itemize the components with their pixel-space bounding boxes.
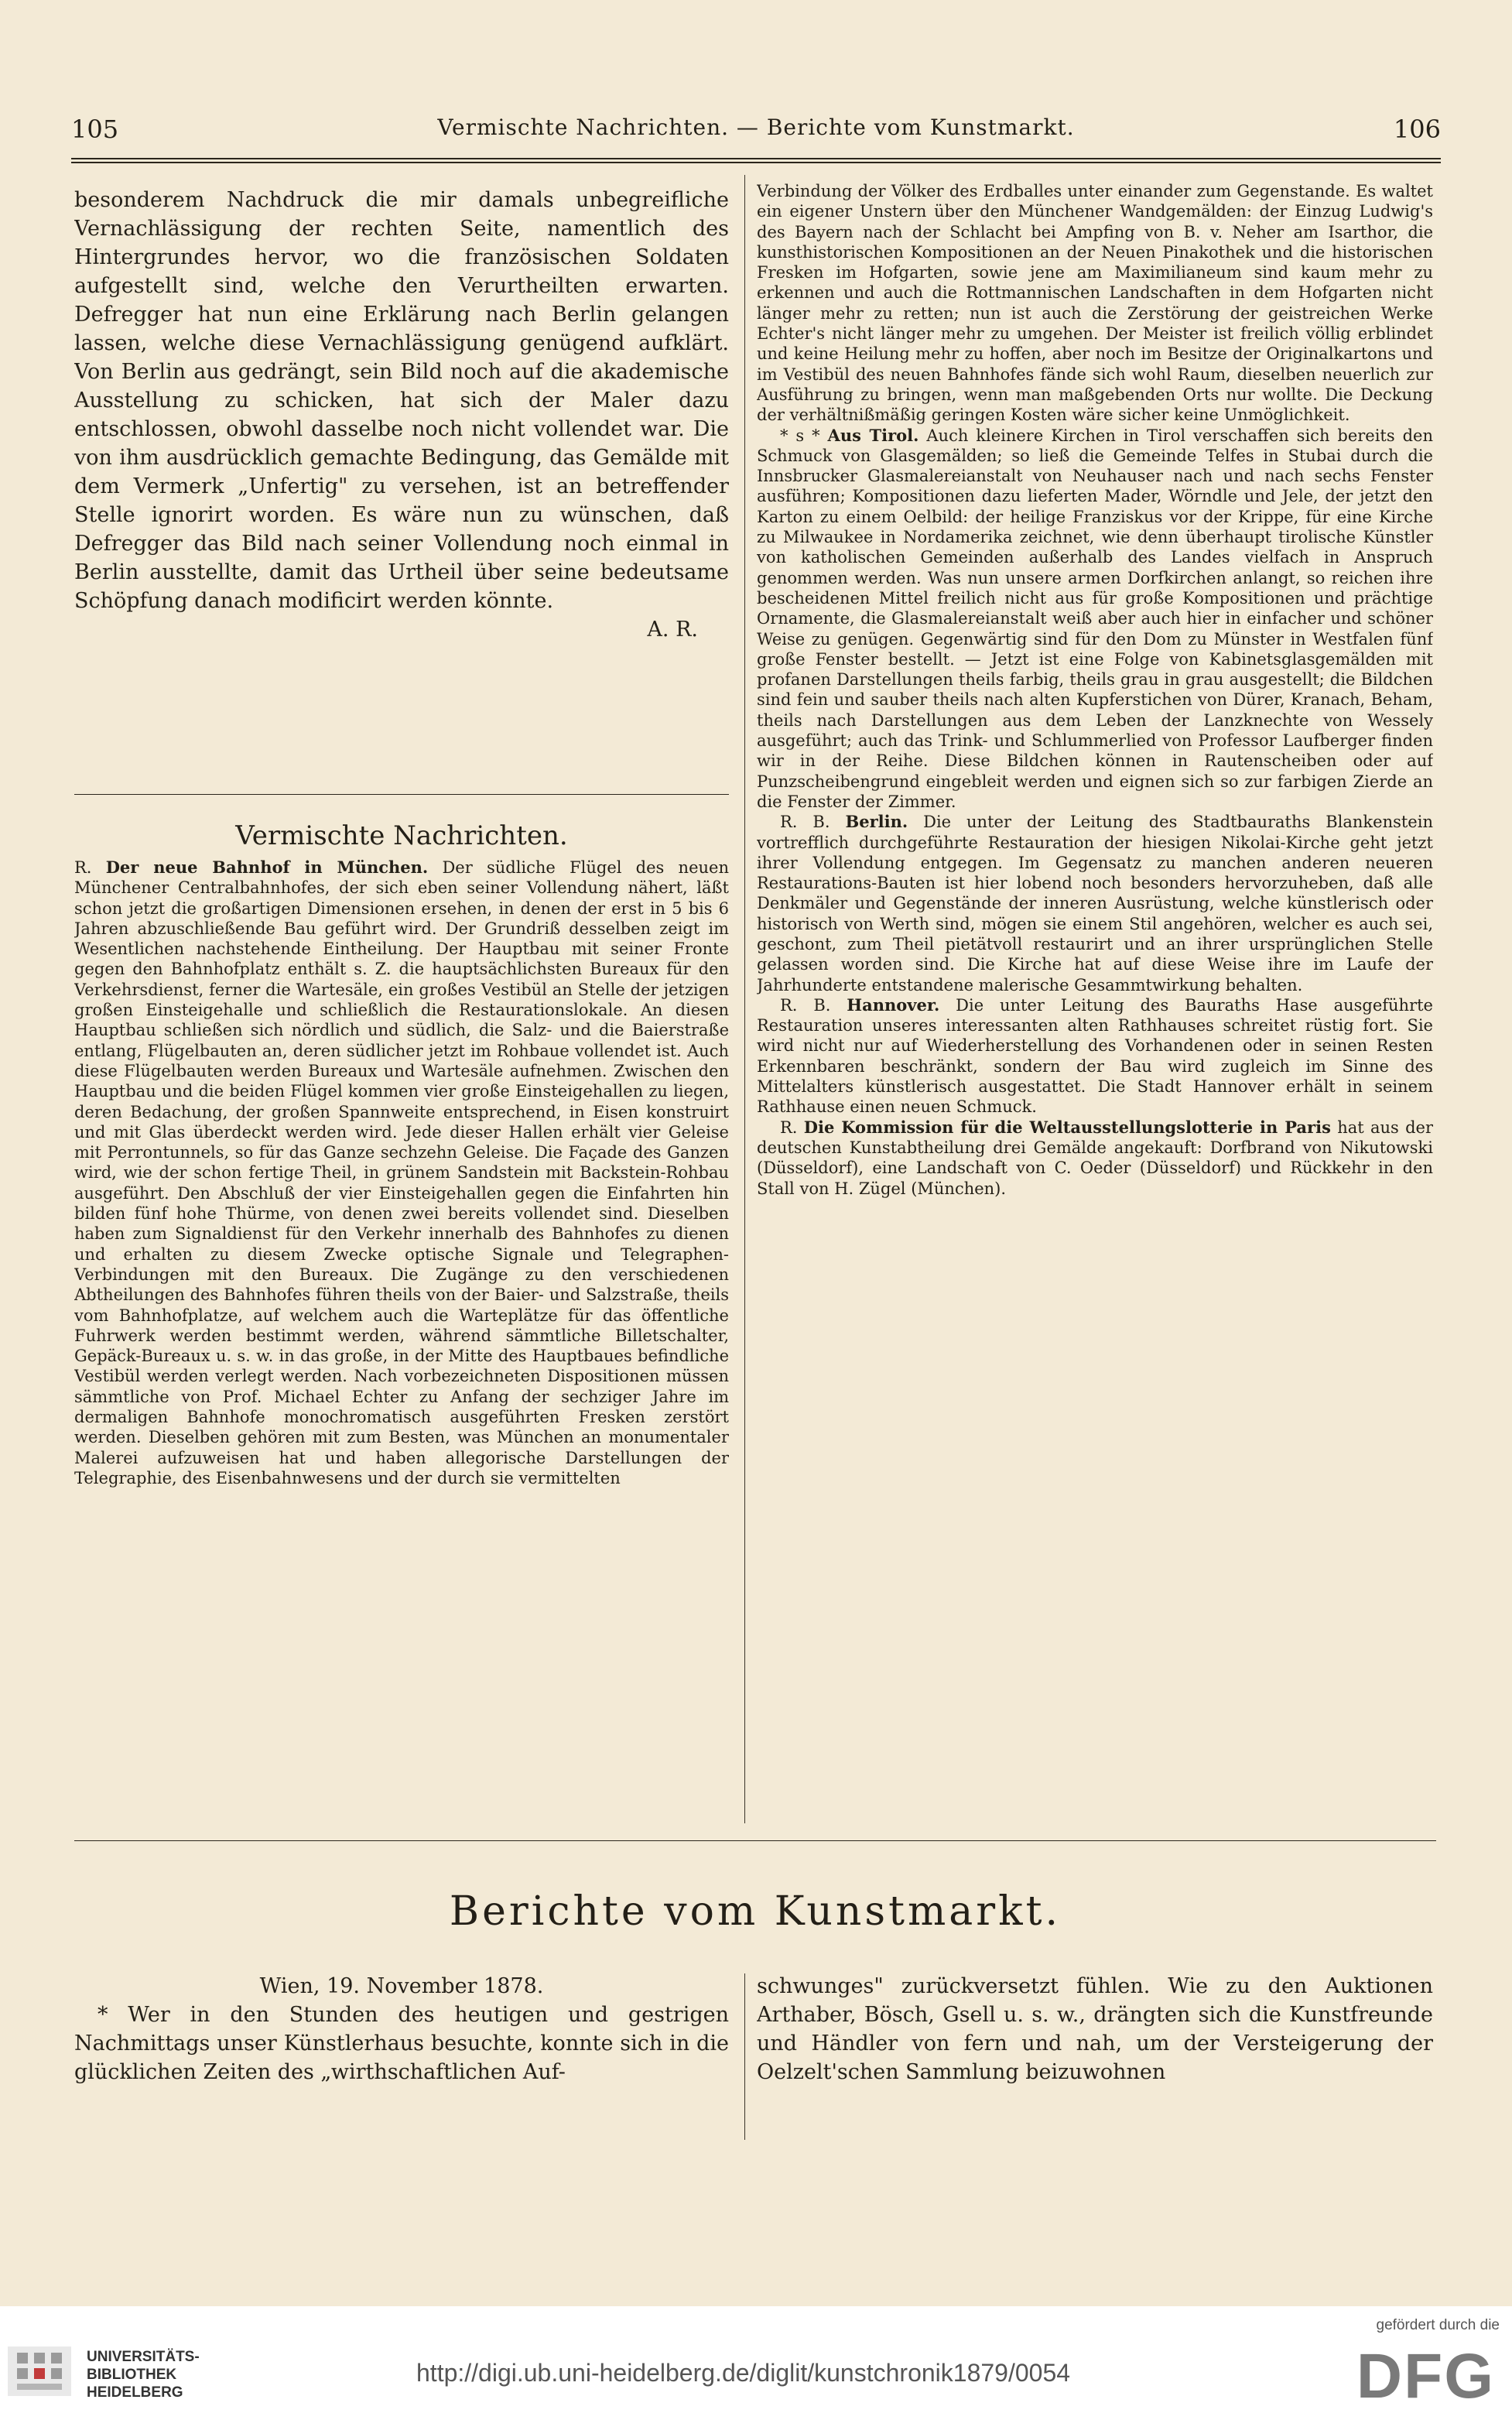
- author-signature: A. R.: [647, 618, 698, 642]
- dateline: Wien, 19. November 1878.: [259, 1974, 544, 1998]
- right-page-number: 106: [1393, 115, 1441, 144]
- item-text: Auch kleinere Kirchen in Tirol verschaffen sich bereits den Schmuck von Glasgemälden; so ließ die Gemeinde Telfes in Stubai durch die Innsbrucker Glasmalereianstalt von Neuhauser nach und nach sechs Fenster ausführen; Kompositionen dazu lieferten Mader, Wörndle und Jele, der jetzt den Karton zu einem Oelbild: der heilige Franziskus vor der Krippe, für eine Kirche zu Milwaukee in Nordamerika zeichnet, wie denn überhaupt tirolische Künstler von katholischen Gemeinden außerhalb des Landes vielfach in Anspruch genommen werden. Was nun unsere armen Dorfkirchen anlangt, so reichen ihre bescheidenen Mittel freilich nicht aus für große Kompositionen und prächtige Ornamente, die Glasmalereianstalt weiß aber auch hier in einfacher und schöner Weise zu genügen. Gegenwärtig sind für den Dom zu Münster in Westfalen fünf große Fenster bestellt. — Jetzt ist eine Folge von Kabinetsglasgemälden mit profanen Darstellungen theils farbig, theils grau in grau ausgestellt; die Bildchen sind fein und sauber theils nach alten Kupferstichen von Dürer, Kranach, Beham, theils nach Darstellungen aus dem Leben der Lanzknechte von Wessely ausgeführt; auch das Trink- und Schlummerlied von Professor Laufberger finden wir in der Reihe. Diese Bildchen können in Rautenscheiben oder auf Punzscheibengrund eingebleit werden und eignen sich so zur farbigen Zierde an die Fenster der Zimmer.: [757, 426, 1433, 811]
- digital-library-footer: [0, 2306, 1512, 2420]
- header-rule-thin: [71, 162, 1441, 163]
- article-text: besonderem Nachdruck die mir damals unbegreifliche Vernachlässigung der rechten Seite, namentlich des Hintergrundes hervor, wo die französischen Soldaten aufgestellt sind, welche den Verurtheilten erwarten. Defregger hat nun eine Erklärung nach Berlin gelangen lassen, welche diese Vernachlässigung genügend aufklärt. Von Berlin aus gedrängt, sein Bild noch auf die akademische Ausstellung zu schicken, hat sich der Maler dazu entschlossen, obwohl dasselbe noch nicht vollendet war. Die von ihm ausdrücklich gemachte Bedingung, das Gemälde mit dem Vermerk „Unfertig" zu versehen, ist an betreffender Stelle ignorirt worden. Es wäre nun zu wünschen, daß Defregger das Bild nach seiner Vollendung noch einmal in Berlin ausstellte, damit das Urtheil über seine bedeutsame Schöpfung danach modificirt werden könnte.: [74, 188, 729, 613]
- item-text: hat aus der deutschen Kunstabtheilung drei Gemälde angekauft: Dorfbrand von Nikutowski (Düsseldorf), eine Landschaft von C. Oeder (Düsseldorf) und Rückkehr in den Stall von H. Zügel (München).: [757, 1118, 1433, 1198]
- item-prefix: * s *: [780, 426, 820, 445]
- permalink-url[interactable]: http://digi.ub.uni-heidelberg.de/diglit/kunstchronik1879/0054: [416, 2359, 1071, 2387]
- kunstmarkt-text-right: schwunges" zurückversetzt fühlen. Wie zu den Auktionen Arthaber, Bösch, Gsell u. s. w., drängten sich die Kunstfreunde und Händler von fern und nah, um der Versteigerung der Oelzelt'schen Sammlung beizuwohnen: [757, 1974, 1433, 2084]
- left-column-news: [74, 857, 729, 1829]
- item-text: Verbindung der Völker des Erdballes unter einander zum Gegenstande. Es waltet ein eigener Unstern über den Münchener Wandgemälden: der Einzug Ludwig's des Bayern nach der Schlacht bei Ampfing von B. v. Neher am Isarthor, die kunsthistorischen Kompositionen an der Neuen Pinakothek und die historischen Fresken im Hofgarten, sowie jene am Maximilianeum sind kaum mehr zu erkennen und auch die Rottmannischen Landschaften in dem Hofgarten nicht länger mehr zu retten; nun ist auch die Zerstörung der geistreichen Werke Echter's nicht länger mehr zu umgehen. Der Meister ist freilich völlig erblindet und keine Heilung mehr zu hoffen, aber noch im Besitze der Originalkartons und im Vestibül des neuen Bahnhofes fände sich wohl Raum, dieselben neuerlich zur Ausführung zu bringen, wenn man maßgebenden Orts nur wollte. Die Deckung der verhältnißmäßig geringen Kosten wäre sicher keine Unmöglichkeit.: [757, 182, 1433, 425]
- item-text: Die unter Leitung des Bauraths Hase ausgeführte Restauration unseres interessanten alten Rathhauses schreitet rüstig fort. Sie wird nicht nur auf Wiederherstellung des Vorhandenen oder in seinen Resten Erkennbaren beschränkt, sondern der Bau wird zugleich im Sinne des Mittelalters künstlerisch ausgestattet. Die Stadt Hannover erhält in seinem Rathhause einen neuen Schmuck.: [757, 995, 1433, 1117]
- news-item-paris: [757, 1118, 1433, 1199]
- funded-by-label: gefördert durch die: [1376, 2317, 1500, 2333]
- news-item-hannover: [757, 995, 1433, 1118]
- news-item-bahnhof: [74, 857, 729, 1488]
- item-text: Der südliche Flügel des neuen Münchener Centralbahnhofes, der sich eben seiner Vollendung nähert, läßt schon jetzt die großartigen Dimensionen ersehen, in denen der erst in 5 bis 6 Jahren abzuschließende Bau geführt wird. Der Grundriß desselben zeigt im Wesentlichen nachstehende Eintheilung. Der Hauptbau mit seiner Fronte gegen den Bahnhofplatz enthält s. Z. die hauptsächlichsten Bureaux für den Verkehrsdienst, ferner die Wartesäle, ein großes Vestibül an Stelle der jetzigen großen Einsteigehalle und schließlich die Restaurationslokale. An diesen Hauptbau schließen sich nördlich und südlich, die Salz- und die Baierstraße entlang, Flügelbauten an, deren südlicher jetzt im Rohbaue vollendet ist. Auch diese Flügelbauten werden Bureaux und Wartesäle aufnehmen. Zwischen den Hauptbau und die beiden Flügel kommen vier große Einsteigehallen zu liegen, deren Bedachung, der großen Spannweite entsprechend, in Eisen konstruirt und mit Glas überdeckt werden wird. Jede dieser Hallen erhält vier Geleise mit Perrontunnels, so für das Ganze sechzehn Geleise. Die Façade des Ganzen wird, wie der schon fertige Theil, in grünem Sandstein mit Backstein-Rohbau ausgeführt. Den Abschluß der vier Einsteigehallen gegen die Einfahrten hin bilden fünf hohe Thürme, von denen zwei bereits vollendet sind. Dieselben haben zum Signaldienst für den Verkehr innerhalb des Bahnhofes zu dienen und erhalten zu diesem Zwecke optische Signale und Telegraphen-Verbindungen mit den Bureaux. Die Zugänge zu den verschiedenen Abtheilungen des Bahnhofes führen theils von der Baier- und Salzstraße, theils vom Bahnhofplatze, auf welchem auch die Warteplätze für das öffentliche Fuhrwerk werden bestimmt werden, während sämmtliche Billetschalter, Gepäck-Bureaux u. s. w. in das große, in der Mitte des Hauptbaues befindliche Vestibül werden verlegt werden. Nach vorbezeichneten Dispositionen müssen sämmtliche von Prof. Michael Echter zu Anfang der sechziger Jahre im dermaligen Bahnhofe monochromatisch ausgeführten Fresken zerstört werden. Dieselben gehören mit zum Besten, was München an monumentaler Malerei aufzuweisen hat und haben allegorische Darstellungen der Telegraphie, des Eisenbahnwesens und der durch sie vermittelten: [74, 858, 729, 1487]
- news-item-wandgemaelde: [757, 181, 1433, 426]
- news-item-berlin: [757, 812, 1433, 995]
- item-heading: Der neue Bahnhof in München.: [105, 857, 429, 877]
- column-divider: [744, 175, 745, 1823]
- column-divider-bottom: [744, 1973, 745, 2140]
- left-column-kunstmarkt: [74, 1972, 729, 2142]
- right-column-kunstmarkt: [757, 1972, 1433, 2142]
- section-rule-full: [74, 1840, 1436, 1841]
- header-rule: [71, 158, 1441, 159]
- news-item-tirol: [757, 426, 1433, 813]
- library-line-1: UNIVERSITÄTS-: [87, 2349, 200, 2365]
- running-title: Vermischte Nachrichten. — Berichte vom Kunstmarkt.: [437, 115, 1075, 140]
- kunstmarkt-text-left: * Wer in den Stunden des heutigen und gestrigen Nachmittags unser Künstlerhaus besuchte, konnte sich in die glücklichen Zeiten des „wirthschaftlichen Auf-: [74, 2003, 729, 2084]
- item-text: Die unter der Leitung des Stadtbauraths Blankenstein vortrefflich durchgeführte Restauration der hiesigen Nikolai-Kirche geht jetzt ihrer Vollendung entgegen. Im Gegensatz zu manchen anderen neueren Restaurations-Bauten ist hier lobend noch besonders hervorzuheben, daß alle Denkmäler und Gegenstände der inneren Ausrüstung, welche künstlerisch oder historisch von Werth sind, mögen sie einem Stil angehören, welcher es auch sei, geschont, zum Theil pietätvoll restaurirt und an ihrer ursprünglichen Stelle gelassen worden sind. Die Kirche hat auf diese Weise ihre im Laufe der Jahrhunderte entstandene malerische Gesammtwirkung behalten.: [757, 813, 1433, 994]
- item-prefix: R. B.: [780, 813, 830, 832]
- dfg-logo: DFG: [1356, 2341, 1495, 2411]
- left-page-number: 105: [71, 115, 119, 144]
- library-line-2: BIBLIOTHEK: [87, 2367, 177, 2383]
- item-prefix: R.: [780, 1118, 798, 1137]
- library-name: [87, 2348, 200, 2401]
- section-title-kunstmarkt: Berichte vom Kunstmarkt.: [449, 1888, 1062, 1935]
- item-heading: Die Kommission für die Weltausstellungslotterie in Paris: [803, 1117, 1331, 1137]
- item-prefix: R.: [74, 858, 92, 877]
- library-line-3: HEIDELBERG: [87, 2384, 183, 2401]
- item-heading: Berlin.: [845, 812, 908, 832]
- section-title-vermischte-nachrichten: Vermischte Nachrichten.: [235, 820, 568, 851]
- item-heading: Aus Tirol.: [827, 425, 919, 445]
- item-prefix: R. B.: [780, 995, 831, 1015]
- right-column-news: [757, 181, 1433, 1830]
- section-rule: [74, 794, 729, 795]
- university-seal-icon: [0, 2343, 77, 2399]
- left-column-continued-article: [74, 186, 729, 786]
- item-heading: Hannover.: [847, 994, 940, 1015]
